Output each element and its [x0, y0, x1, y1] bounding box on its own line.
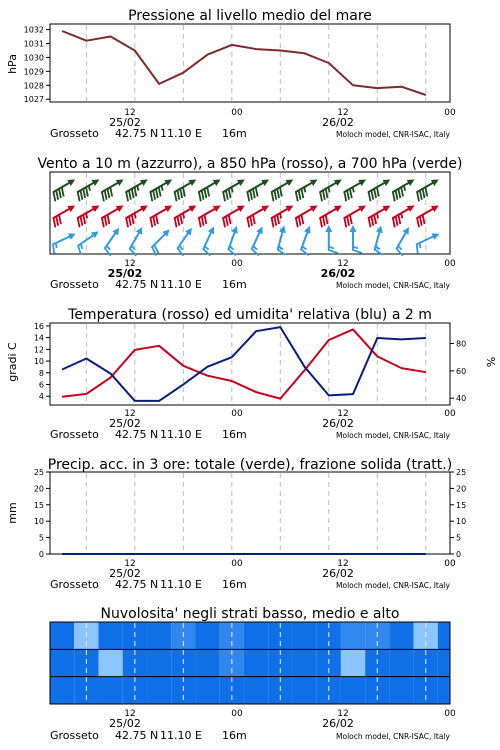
temperature-x-axis: [109, 409, 456, 430]
x-tick-label: 12: [337, 709, 349, 719]
x-tick-label: 00: [444, 409, 456, 419]
wind-barb: [105, 228, 119, 256]
y-tick-label: 20: [33, 484, 44, 494]
model-credit: Moloch model, CNR-ISAC, Italy: [336, 431, 450, 440]
cloud-cell: [50, 622, 74, 649]
temperature-series: [62, 327, 426, 401]
x-tick-label: 00: [444, 108, 456, 118]
y-tick-label: 1027: [23, 95, 44, 105]
x-tick-label: 12: [124, 259, 136, 269]
wind-barb: [272, 180, 294, 202]
wind-barb: [203, 226, 214, 255]
cloud-cell: [98, 649, 122, 676]
wind-panel: [37, 156, 462, 291]
wind-barb: [175, 206, 197, 228]
y-tick-label-right: 20: [456, 484, 467, 494]
wind-barb: [175, 180, 197, 202]
cloud-cell: [292, 677, 316, 704]
model-credit: Moloch model, CNR-ISAC, Italy: [336, 732, 450, 741]
y-tick-label: 25: [33, 468, 44, 477]
temperature-ylabel: gradi C: [6, 342, 19, 382]
wind-barb: [178, 228, 192, 256]
y-tick-label: 14: [33, 333, 44, 343]
x-tick-label: 00: [231, 409, 243, 419]
precip-gridlines: [86, 473, 425, 553]
y-tick-label: 1028: [23, 81, 44, 91]
y-tick-label-right: 25: [456, 468, 467, 477]
precip-plot-frame: [50, 472, 450, 554]
x-tick-label: 00: [444, 709, 456, 719]
cloud-cell: [389, 622, 413, 649]
cloud-cell: [341, 622, 365, 649]
precip-x-axis: [109, 559, 456, 580]
cloud-title: Nuvolosita' negli strati basso, medio e alto: [100, 606, 400, 622]
x-tick-label: 00: [444, 559, 456, 569]
x-tick-label: 12: [124, 709, 136, 719]
cloud-cell: [438, 649, 450, 676]
y-tick-label-right: 80: [456, 339, 467, 349]
wind-barb: [417, 233, 440, 253]
wind-barb: [417, 180, 439, 202]
wind-barb: [325, 225, 337, 253]
wind-barb: [150, 206, 172, 228]
wind-barb: [375, 226, 383, 255]
pressure-gridlines: [86, 25, 425, 101]
wind-barb: [130, 227, 142, 256]
station-name: Grosseto: [50, 729, 99, 742]
cloud-cell: [389, 649, 413, 676]
cloud-panel: [50, 606, 456, 742]
station-lat: 42.75 N: [115, 729, 159, 742]
wind-barb: [417, 206, 439, 228]
cloud-cell: [147, 677, 171, 704]
station-name: Grosseto: [50, 578, 99, 591]
y-tick-label: 5: [38, 533, 44, 543]
wind-barb: [78, 206, 100, 228]
cloud-cell: [341, 649, 365, 676]
y-tick-label-right: 60: [456, 366, 467, 376]
cloud-cell: [438, 622, 450, 649]
station-lon: 11.10 E: [160, 127, 202, 140]
y-tick-label: 1032: [23, 25, 44, 35]
station-elevation: 16m: [222, 127, 247, 140]
cloud-cell: [389, 677, 413, 704]
precip-ylabel: mm: [6, 502, 19, 524]
cloud-cell: [292, 622, 316, 649]
station-lat: 42.75 N: [115, 278, 159, 291]
wind-barb: [369, 180, 391, 202]
date-label: 26/02: [322, 116, 354, 129]
x-tick-label: 12: [337, 259, 349, 269]
station-lat: 42.75 N: [115, 428, 159, 441]
x-tick-label: 00: [231, 108, 243, 118]
pressure-x-axis: [109, 108, 456, 129]
y-tick-label: 1029: [23, 67, 44, 77]
wind-barb: [369, 206, 391, 228]
x-tick-label: 12: [337, 409, 349, 419]
x-tick-label: 12: [337, 559, 349, 569]
temperature-panel: [6, 307, 497, 441]
date-label: 25/02: [109, 717, 141, 730]
y-tick-label-right: 5: [456, 533, 462, 543]
wind-barb: [102, 180, 124, 202]
cloud-cells: [50, 622, 450, 704]
humidity-ylabel: %: [484, 356, 497, 368]
cloud-cell: [50, 649, 74, 676]
x-tick-label: 00: [231, 259, 243, 269]
cloud-cell: [244, 677, 268, 704]
wind-barbs: [53, 180, 439, 256]
station-info: [50, 729, 451, 742]
pressure-series: [62, 31, 426, 95]
cloud-cell: [195, 677, 219, 704]
y-tick-label-right: 40: [456, 394, 467, 404]
precip-y-ticks: [34, 468, 466, 559]
cloud-cell: [147, 649, 171, 676]
station-elevation: 16m: [222, 729, 247, 742]
x-tick-label: 12: [124, 108, 136, 118]
wind-barb: [320, 206, 342, 228]
wind-barb: [199, 180, 221, 202]
y-tick-label: 1031: [23, 39, 44, 49]
y-tick-label-right: 10: [456, 517, 467, 527]
x-tick-label: 00: [444, 259, 456, 269]
wind-barb: [320, 180, 342, 202]
y-tick-label: 10: [33, 357, 44, 367]
pressure-line: [62, 31, 426, 95]
wind-barb: [397, 227, 409, 256]
wind-barb: [53, 206, 75, 228]
date-label: 26/02: [322, 417, 354, 430]
date-label: 25/02: [109, 116, 141, 129]
wind-barb: [150, 180, 172, 202]
y-tick-label: 10: [33, 517, 44, 527]
cloud-cell: [195, 649, 219, 676]
y-tick-label: 12: [33, 345, 44, 355]
date-label: 26/02: [320, 267, 356, 280]
y-tick-label-right: 0: [456, 550, 462, 559]
wind-barb: [223, 180, 245, 202]
cloud-cell: [292, 649, 316, 676]
pressure-y-ticks: [24, 26, 50, 105]
wind-barb: [53, 180, 75, 202]
station-elevation: 16m: [222, 278, 247, 291]
pressure-panel: [6, 8, 456, 140]
cloud-cell: [98, 622, 122, 649]
y-tick-label: 4: [38, 392, 44, 402]
cloud-x-axis: [109, 709, 456, 730]
wind-barb: [53, 233, 76, 253]
cloud-cell: [195, 622, 219, 649]
humidity-line: [62, 327, 426, 401]
station-name: Grosseto: [50, 278, 99, 291]
x-tick-label: 00: [231, 559, 243, 569]
wind-barb: [393, 206, 415, 228]
wind-barb: [393, 180, 415, 202]
date-label: 25/02: [109, 417, 141, 430]
station-lon: 11.10 E: [160, 729, 202, 742]
date-label: 25/02: [107, 267, 143, 280]
x-tick-label: 12: [124, 559, 136, 569]
wind-barb: [252, 226, 263, 255]
y-tick-label-right: 15: [456, 500, 467, 510]
wind-barb: [272, 206, 294, 228]
station-elevation: 16m: [222, 428, 247, 441]
wind-barb: [228, 226, 237, 255]
wind-barb: [223, 206, 245, 228]
pressure-title: Pressione al livello medio del mare: [128, 8, 372, 24]
model-credit: Moloch model, CNR-ISAC, Italy: [336, 581, 450, 590]
y-tick-label: 15: [33, 500, 44, 510]
wind-barb: [344, 180, 366, 202]
temperature-y-ticks: [34, 322, 466, 403]
x-tick-label: 00: [231, 709, 243, 719]
date-label: 25/02: [109, 567, 141, 580]
cloud-cell: [244, 649, 268, 676]
temperature-plot-frame: [50, 323, 450, 405]
date-label: 26/02: [322, 567, 354, 580]
date-label: 26/02: [322, 717, 354, 730]
wind-barb: [152, 229, 170, 255]
y-tick-label: 8: [38, 368, 44, 378]
x-tick-label: 12: [337, 108, 349, 118]
wind-barb: [247, 206, 269, 228]
station-lon: 11.10 E: [160, 278, 202, 291]
cloud-cell: [147, 622, 171, 649]
y-tick-label: 16: [33, 321, 44, 331]
wind-barb: [78, 231, 99, 254]
station-lat: 42.75 N: [115, 578, 159, 591]
wind-barb: [126, 180, 148, 202]
model-credit: Moloch model, CNR-ISAC, Italy: [336, 130, 450, 139]
y-tick-label: 1030: [23, 53, 44, 63]
wind-barb: [126, 206, 148, 228]
cloud-cell: [341, 677, 365, 704]
station-lon: 11.10 E: [160, 428, 202, 441]
station-lat: 42.75 N: [115, 127, 159, 140]
cloud-cell: [438, 677, 450, 704]
station-lon: 11.10 E: [160, 578, 202, 591]
cloud-cell: [50, 677, 74, 704]
precip-title: Precip. acc. in 3 ore: totale (verde), frazione solida (tratt.): [47, 457, 453, 473]
y-tick-label: 0: [38, 550, 44, 559]
x-tick-label: 12: [124, 409, 136, 419]
station-name: Grosseto: [50, 127, 99, 140]
y-tick-label: 6: [38, 380, 44, 390]
station-name: Grosseto: [50, 428, 99, 441]
wind-title: Vento a 10 m (azzurro), a 850 hPa (rosso), a 700 hPa (verde): [37, 156, 463, 172]
wind-barb: [344, 206, 366, 228]
cloud-cell: [244, 622, 268, 649]
temperature-line: [62, 329, 426, 398]
wind-barb: [296, 206, 318, 228]
wind-barb: [301, 226, 310, 255]
wind-barb: [78, 180, 100, 202]
wind-barb: [296, 180, 318, 202]
temperature-title: Temperatura (rosso) ed umidita' relativa (blu) a 2 m: [68, 307, 432, 323]
precip-panel: [6, 457, 466, 591]
wind-x-axis: [108, 259, 456, 280]
pressure-ylabel: hPa: [6, 54, 19, 74]
wind-barb: [278, 226, 286, 255]
wind-barb: [247, 180, 269, 202]
cloud-cell: [98, 677, 122, 704]
wind-barb: [350, 225, 363, 253]
model-credit: Moloch model, CNR-ISAC, Italy: [336, 281, 450, 290]
wind-barb: [102, 206, 124, 228]
station-elevation: 16m: [222, 578, 247, 591]
wind-barb: [199, 206, 221, 228]
